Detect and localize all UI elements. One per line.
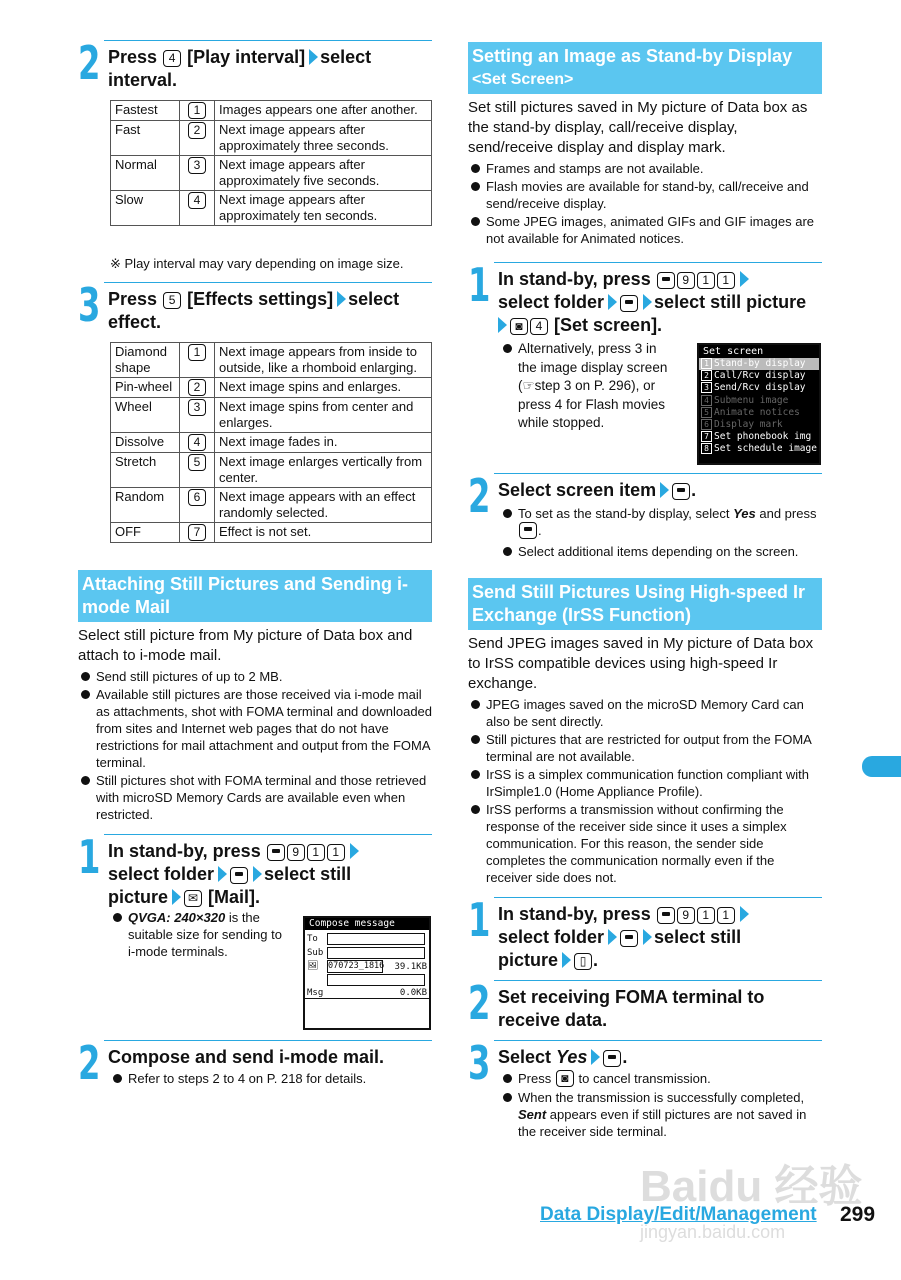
step-number: 3 — [468, 1036, 491, 1090]
step-title: In stand-by, press 9 1 1 select folder select still picture ◙ 4 [Set screen]. — [498, 269, 807, 335]
option-description: Images appears one after another. — [215, 101, 432, 121]
watermark: Baidu 经验 — [640, 1162, 863, 1211]
option-description: Next image fades in. — [215, 433, 432, 453]
table-row — [111, 453, 432, 488]
option-description: Effect is not set. — [215, 523, 432, 543]
key-icon: 5 — [188, 454, 206, 471]
option-name: Wheel — [111, 398, 180, 433]
arrow-icon — [218, 866, 227, 882]
qvga-note: QVGA: 240×320 is the suitable size for sending to i-mode terminals. — [110, 909, 288, 960]
bullet-item: Still pictures that are restricted for output from the FOMA terminal are not available. — [468, 731, 822, 765]
step-number: 1 — [468, 893, 491, 947]
key-icon: 2 — [188, 379, 206, 396]
attach-intro: Select still picture from My picture of Data box and attach to i-mode mail. — [78, 627, 413, 664]
menu-item: 1 Stand-by display — [699, 358, 819, 370]
step-2-play-interval — [78, 36, 432, 92]
step-1-mail — [78, 830, 432, 914]
watermark-url: jingyan.baidu.com — [640, 1222, 786, 1242]
option-name: Random — [111, 488, 180, 523]
arrow-icon — [591, 1049, 600, 1065]
option-description: Next image appears after approximately three seconds. — [215, 121, 432, 156]
option-name: Diamond shape — [111, 343, 180, 378]
mail-key-icon: ✉ — [184, 890, 202, 907]
option-name: Fastest — [111, 101, 180, 121]
table-row — [111, 488, 432, 523]
option-description: Next image appears after approximately ten seconds. — [215, 191, 432, 226]
option-description: Next image appears after approximately five seconds. — [215, 156, 432, 191]
step-title: Compose and send i-mode mail. — [108, 1047, 385, 1067]
step-1-irss — [468, 893, 822, 973]
bullet-item: Some JPEG images, animated GIFs and GIF images are not available for Animated notices. — [468, 213, 822, 247]
interval-table — [110, 100, 432, 226]
step-number: 1 — [468, 258, 491, 312]
table-row — [111, 378, 432, 398]
arrow-icon — [337, 291, 346, 307]
step-title: Select Yes . — [498, 1047, 628, 1067]
table-row — [111, 156, 432, 191]
option-description: Next image appears with an effect randomly selected. — [215, 488, 432, 523]
arrow-icon — [608, 929, 617, 945]
key-icon: 7 — [188, 524, 206, 541]
option-name: Normal — [111, 156, 180, 191]
set-screen-note: Alternatively, press 3 in the image display screen (☞step 3 on P. 296), or press 4 for Flash movies while stopped. — [500, 340, 676, 433]
menu-item: 8 Set schedule image — [699, 443, 819, 455]
bullet-item: IrSS performs a transmission without confirming the response of the receiver side since it uses a simplex communication. For this reason, the sender side completes the communication normally even if the receiver side does not. — [468, 801, 822, 886]
option-description: Next image appears from inside to outside, like a rhomboid enlarging. — [215, 343, 432, 378]
screen-item-note-2: Select additional items depending on the screen. — [500, 543, 820, 560]
step-title: Set receiving FOMA terminal to receive data. — [498, 987, 765, 1030]
table-row — [111, 343, 432, 378]
key-icon: 4 — [188, 192, 206, 209]
arrow-icon — [498, 317, 507, 333]
menu-item: 6 Display mark — [699, 419, 819, 431]
table-row — [111, 398, 432, 433]
arrow-icon — [740, 271, 749, 287]
option-description: Next image enlarges vertically from center. — [215, 453, 432, 488]
step-3-effects — [78, 278, 432, 334]
arrow-icon — [562, 952, 571, 968]
menu-item: 2 Call/Rcv display — [699, 370, 819, 382]
bullet-item: Flash movies are available for stand-by, call/receive and send/receive display. — [468, 178, 822, 212]
key-icon: 2 — [188, 122, 206, 139]
step-number: 2 — [468, 976, 491, 1030]
key-icon: 4 — [188, 434, 206, 451]
footer-section-title: Data Display/Edit/Management — [540, 1204, 817, 1225]
cancel-note: Press ◙ to cancel transmission. — [500, 1070, 820, 1087]
arrow-icon — [740, 906, 749, 922]
option-name: Slow — [111, 191, 180, 226]
screen-item-note-1: To set as the stand-by display, select Yes and press . — [500, 505, 820, 539]
bullet-item: JPEG images saved on the microSD Memory Card can also be sent directly. — [468, 696, 822, 730]
sent-note: When the transmission is successfully completed, Sent appears even if still pictures are not saved in the receiver side terminal. — [500, 1089, 820, 1140]
camera-key-icon: ◙ — [510, 318, 528, 335]
step-2-receiver — [468, 976, 822, 1030]
section-header-irss: Send Still Pictures Using High-speed Ir Exchange (IrSS Function) — [468, 578, 822, 630]
effect-table — [110, 342, 432, 543]
compose-title: Compose message — [305, 918, 429, 930]
table-row — [111, 191, 432, 226]
ir-intro: Send JPEG images saved in My picture of Data box to IrSS compatible devices using high-speed Ir exchange. — [468, 635, 814, 692]
key-icon: 1 — [188, 102, 206, 119]
menu-item: 4 Submenu image — [699, 395, 819, 407]
arrow-icon — [660, 482, 669, 498]
option-description: Next image spins and enlarges. — [215, 378, 432, 398]
arrow-icon — [172, 889, 181, 905]
set-screen-title: Set screen — [703, 346, 764, 357]
set-screen-display — [697, 343, 821, 465]
step-number: 2 — [78, 1036, 101, 1090]
option-name: Stretch — [111, 453, 180, 488]
step-title: Select screen item . — [498, 480, 697, 500]
menu-item: 5 Animate notices — [699, 407, 819, 419]
step-number: 2 — [468, 469, 491, 523]
set-intro: Set still pictures saved in My picture of Data box as the stand-by display, call/receive display, send/receive display and display mark. — [468, 99, 808, 156]
chapter-tab — [862, 756, 901, 777]
step-title: Press 4 [Play interval] select interval. — [108, 47, 372, 90]
camera-key-icon: ◙ — [556, 1070, 574, 1087]
option-description: Next image spins from center and enlarges. — [215, 398, 432, 433]
menu-item: 7 Set phonebook img — [699, 431, 819, 443]
option-name: Pin-wheel — [111, 378, 180, 398]
bullet-item: Still pictures shot with FOMA terminal and those retrieved with microSD Memory Cards are available even when restricted. — [78, 772, 432, 823]
step-title: Press 5 [Effects settings] select effect. — [108, 289, 400, 332]
arrow-icon — [309, 49, 318, 65]
step-title: In stand-by, press 9 1 1 select folder select still picture ▯ . — [498, 903, 822, 972]
option-name: Dissolve — [111, 433, 180, 453]
key-icon: 6 — [188, 489, 206, 506]
arrow-icon — [350, 843, 359, 859]
section-header-attach-mail: Attaching Still Pictures and Sending i-mode Mail — [78, 570, 432, 622]
section-header-set-screen: Setting an Image as Stand-by Display <Set Screen> — [468, 42, 822, 94]
option-name: Fast — [111, 121, 180, 156]
table-row — [111, 433, 432, 453]
compose-message-screen: Compose message To Sub 🖼 070723_1816 39.1KB Msg 0.0KB — [303, 916, 431, 1030]
menu-item: 3 Send/Rcv display — [699, 382, 819, 394]
book-key-icon: ▯ — [574, 953, 592, 970]
step-1-set-screen — [468, 258, 822, 338]
key-icon: 1 — [188, 344, 206, 361]
arrow-icon — [643, 929, 652, 945]
step-number: 2 — [78, 36, 101, 90]
interval-note: ※ Play interval may vary depending on image size. — [110, 256, 404, 271]
table-row — [111, 101, 432, 121]
arrow-icon — [253, 866, 262, 882]
key-icon: 3 — [188, 157, 206, 174]
key-icon: 3 — [188, 399, 206, 416]
compose-note: Refer to steps 2 to 4 on P. 218 for details. — [110, 1070, 430, 1087]
table-row — [111, 121, 432, 156]
bullet-item: Frames and stamps are not available. — [468, 160, 822, 177]
bullet-item: IrSS is a simplex communication function compliant with IrSimple1.0 (Home Appliance Profile). — [468, 766, 822, 800]
option-name: OFF — [111, 523, 180, 543]
step-number: 1 — [78, 830, 101, 884]
step-number: 3 — [78, 278, 101, 332]
bullet-item: Send still pictures of up to 2 MB. — [78, 668, 432, 685]
arrow-icon — [643, 294, 652, 310]
step-title: In stand-by, press 9 1 1 select folder select still picture ✉ [Mail]. — [108, 840, 432, 909]
bullet-item: Available still pictures are those received via i-mode mail as attachments, shot with FOMA terminal and downloaded from sites and Internet web pages that do not have restrictions for mail attachment and output from the FOMA terminal. — [78, 686, 432, 771]
arrow-icon — [608, 294, 617, 310]
table-row — [111, 523, 432, 543]
page-number: 299 — [840, 1203, 876, 1226]
